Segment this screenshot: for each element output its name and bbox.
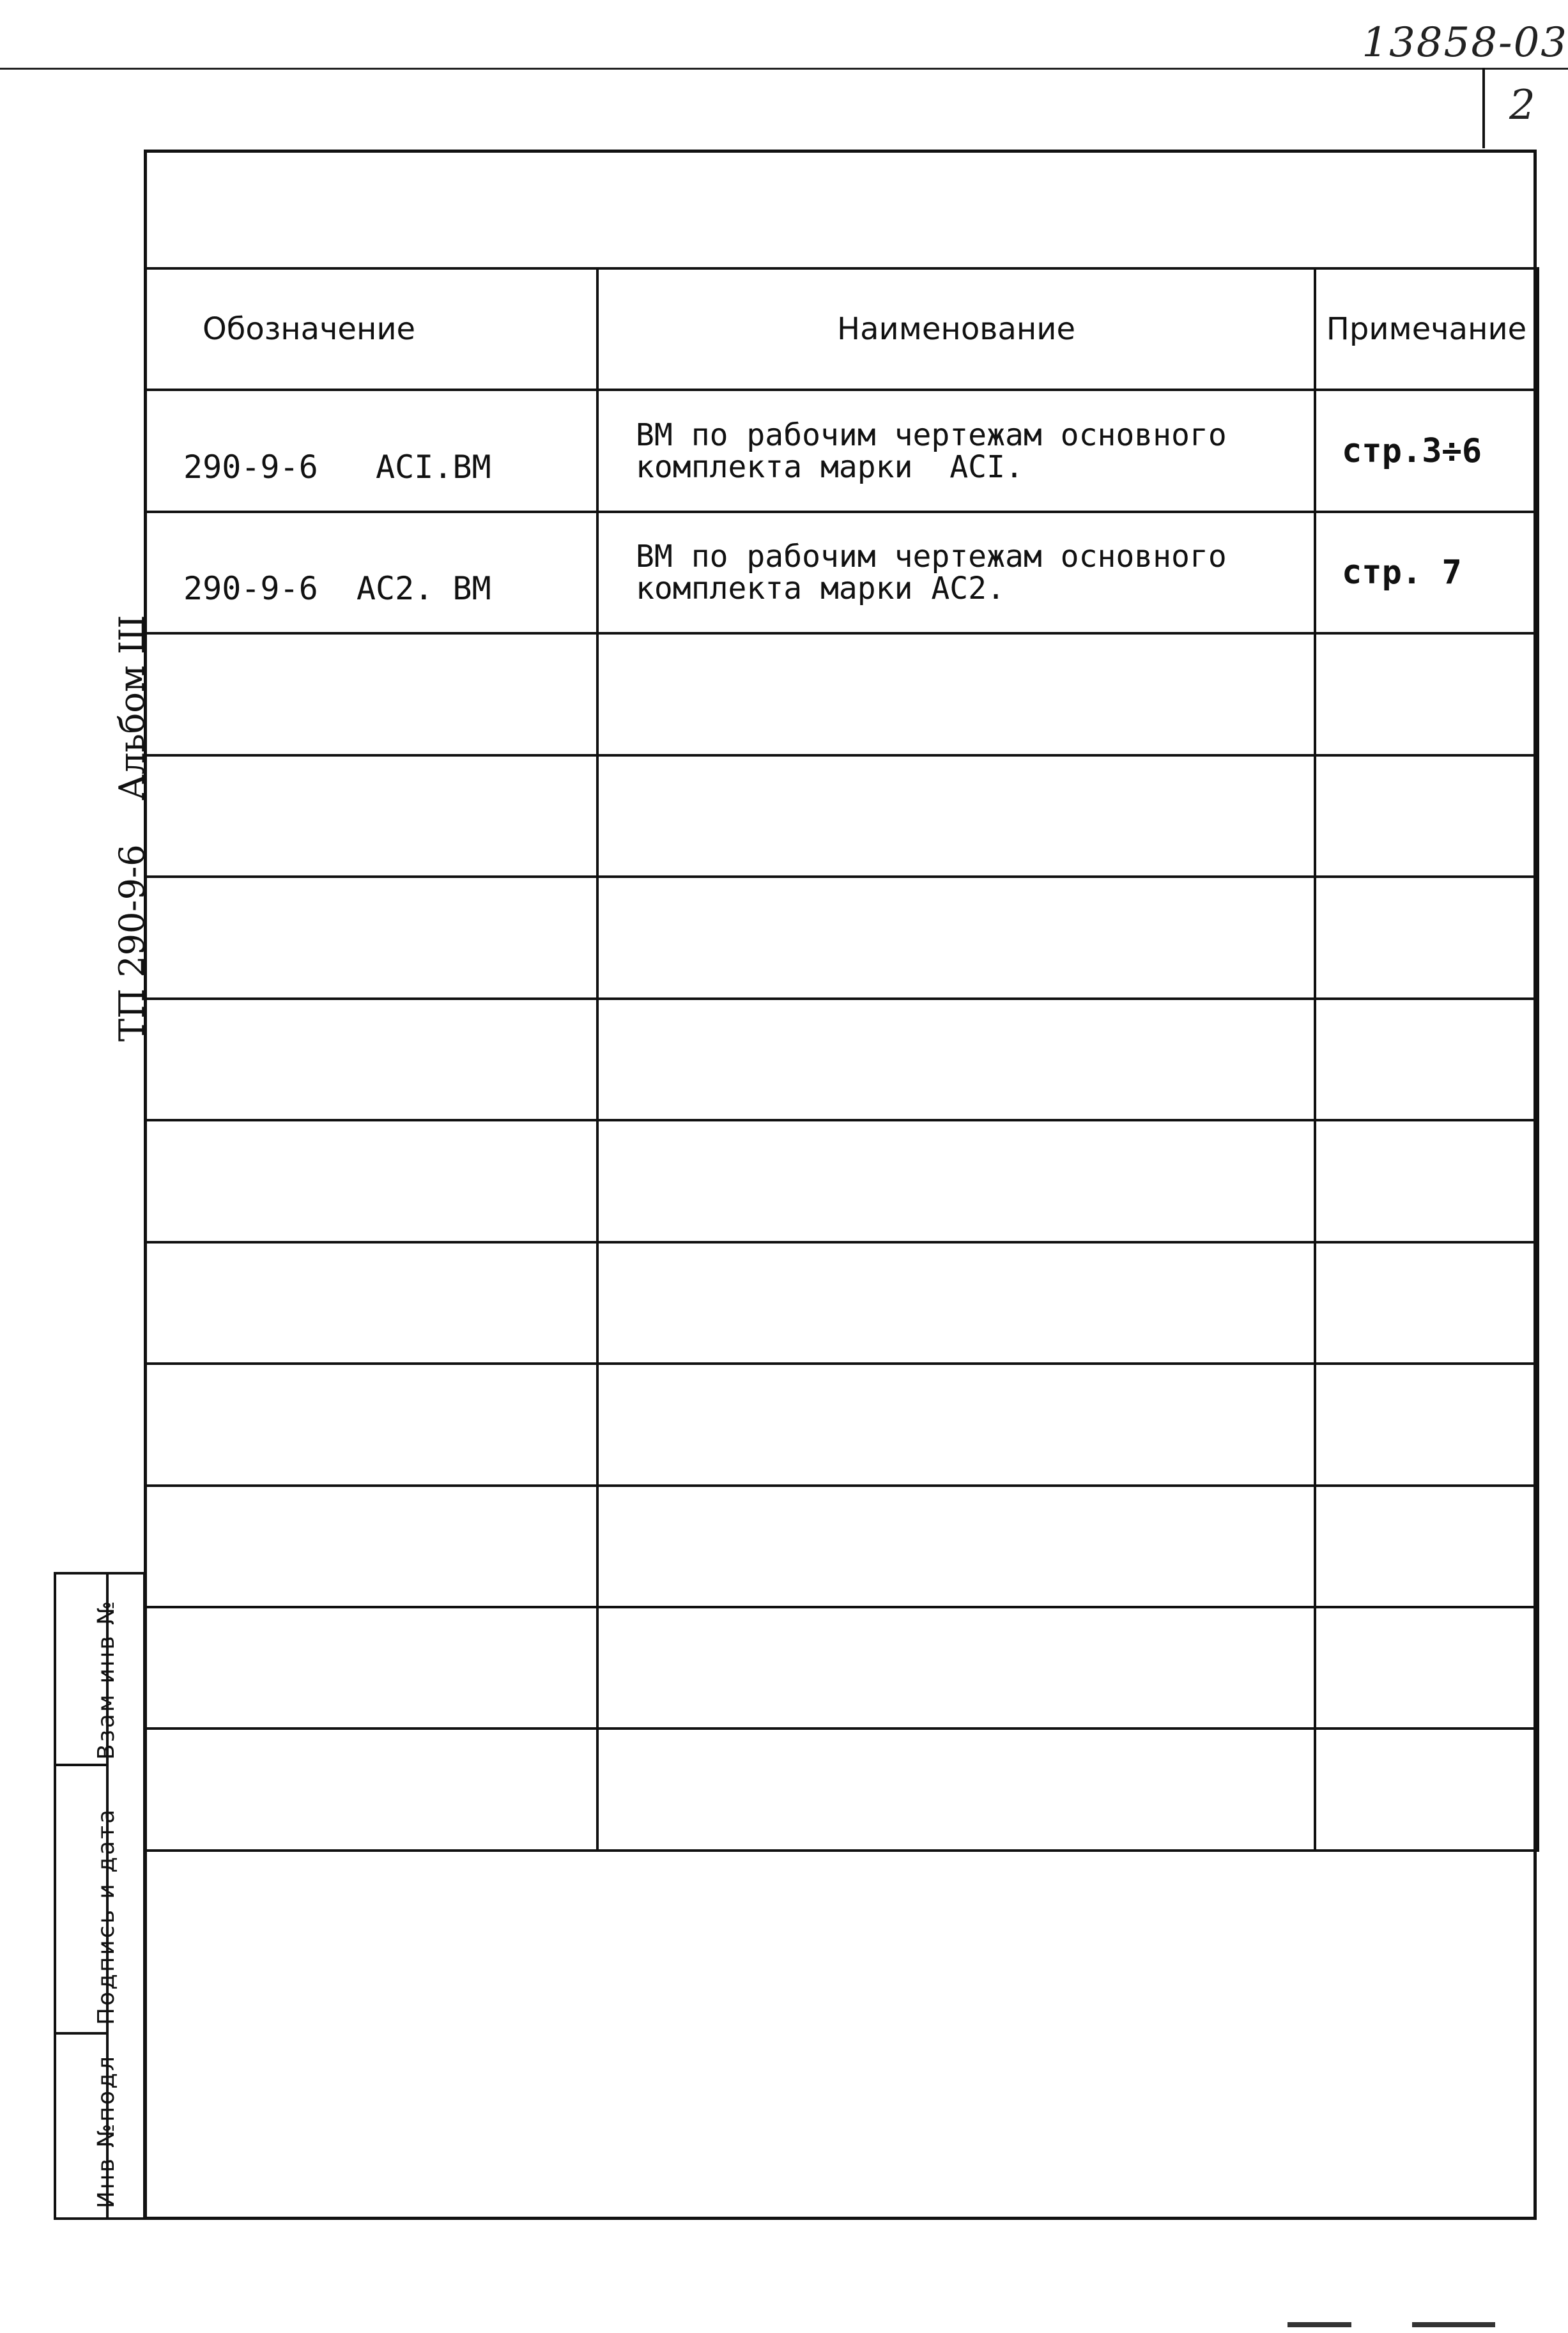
empty-table-row [145, 1364, 1538, 1485]
empty-table-row [145, 1729, 1538, 1851]
stamp-label-signature-date: Подпись и дата [93, 1807, 119, 2025]
row-name-line-2: комплекта марки AC2. [636, 571, 1005, 607]
row-designation [145, 1607, 597, 1729]
row-note [1315, 755, 1538, 877]
vertical-title: ТП 290-9-6 Альбом Ш [112, 615, 152, 1042]
column-header-designation: Обозначение [145, 268, 597, 390]
row-note [1315, 877, 1538, 998]
empty-table-row [145, 877, 1538, 998]
document-number: 13858-03 [1362, 19, 1568, 66]
stamp-cell-replaced-inventory [56, 1575, 119, 1766]
sheet-box-divider [1482, 68, 1485, 148]
table-header-row [145, 268, 1538, 390]
bottom-mark [1287, 2322, 1351, 2327]
row-designation [145, 877, 597, 998]
empty-table-row [145, 1607, 1538, 1729]
row-note [1315, 633, 1538, 755]
row-note [1315, 1364, 1538, 1485]
column-header-name: Наименование [597, 268, 1315, 390]
row-note: стр.3÷6 [1315, 390, 1538, 511]
row-name [597, 1729, 1315, 1851]
stamp-cell-original-inventory [56, 2035, 119, 2217]
specification-table [144, 267, 1539, 1852]
row-designation [145, 999, 597, 1120]
stamp-label-replaced-inventory: Взам инв № [93, 1599, 119, 1760]
row-name-line-1: BM по рабочим чертежам основного [636, 417, 1227, 453]
row-name [597, 755, 1315, 877]
empty-table-row [145, 999, 1538, 1120]
table-row [145, 390, 1538, 511]
row-name [597, 1242, 1315, 1364]
empty-table-row [145, 1242, 1538, 1364]
row-designation: 290-9-6 AC2. BM [145, 512, 597, 633]
row-note [1315, 1486, 1538, 1607]
bottom-mark [1412, 2322, 1495, 2327]
row-designation [145, 1364, 597, 1485]
row-designation [145, 1486, 597, 1607]
top-rule [0, 68, 1568, 70]
stamp-cell-signature-date [56, 1766, 119, 2035]
row-designation: 290-9-6 ACI.BM [145, 390, 597, 511]
empty-table-row [145, 633, 1538, 755]
row-designation [145, 1729, 597, 1851]
row-name [597, 999, 1315, 1120]
row-name [597, 633, 1315, 755]
row-name-line-1: BM по рабочим чертежам основного [636, 539, 1227, 575]
stamp-label-original-inventory: Инв №подл [93, 2054, 119, 2208]
row-note [1315, 1242, 1538, 1364]
row-name [597, 877, 1315, 998]
row-name [597, 1120, 1315, 1242]
row-note [1315, 1729, 1538, 1851]
empty-table-row [145, 1486, 1538, 1607]
row-note [1315, 999, 1538, 1120]
row-designation [145, 1120, 597, 1242]
row-note [1315, 1120, 1538, 1242]
row-name-line-2: комплекта марки ACI. [636, 449, 1024, 485]
row-designation [145, 1242, 597, 1364]
row-designation [145, 755, 597, 877]
stamp-strip [54, 1572, 146, 2220]
row-name [597, 1364, 1315, 1485]
row-note [1315, 1607, 1538, 1729]
empty-table-row [145, 755, 1538, 877]
row-name [597, 1486, 1315, 1607]
row-name [597, 390, 1315, 511]
row-note: стр. 7 [1315, 512, 1538, 633]
row-designation [145, 633, 597, 755]
column-header-note: Примечание [1315, 268, 1538, 390]
empty-table-row [145, 1120, 1538, 1242]
row-name [597, 512, 1315, 633]
table-row [145, 512, 1538, 633]
row-name [597, 1607, 1315, 1729]
sheet-number: 2 [1509, 82, 1535, 129]
